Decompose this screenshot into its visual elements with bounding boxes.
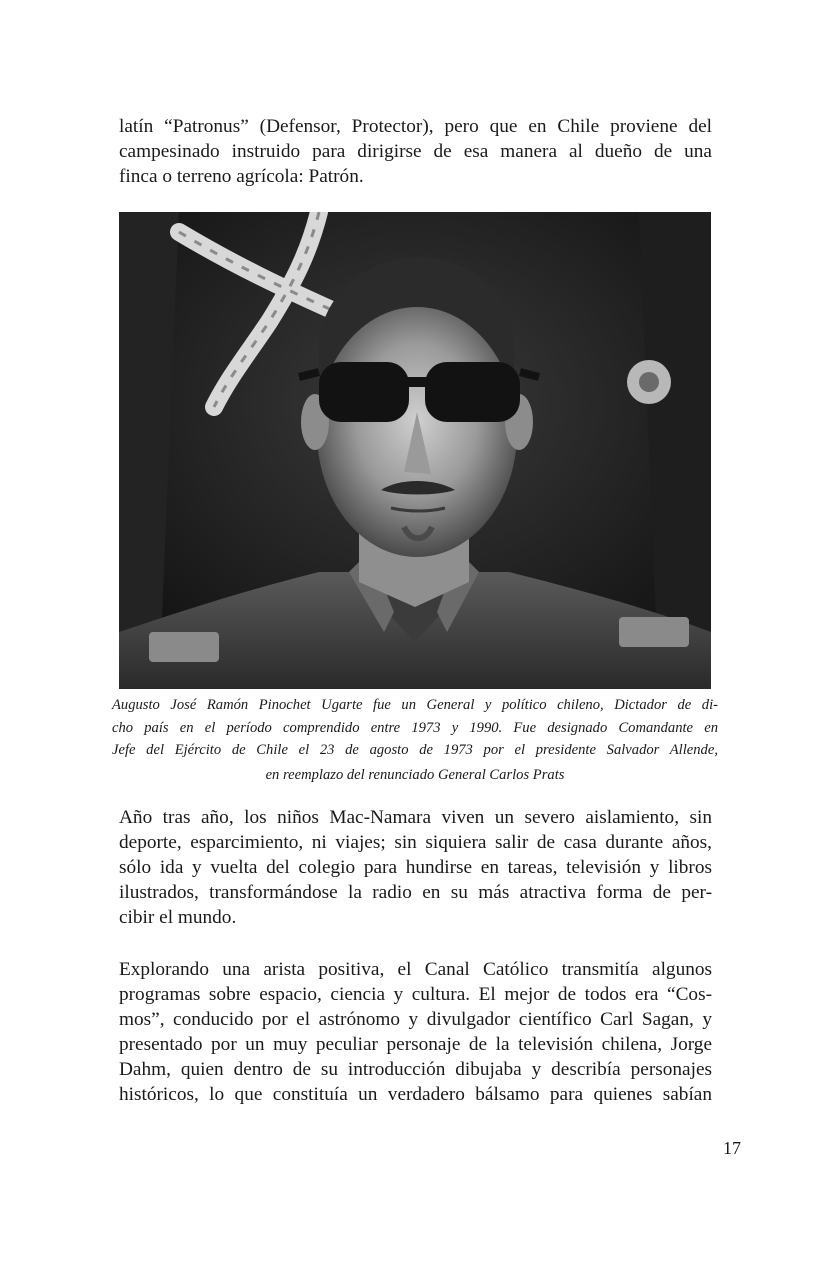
text-line: ilustrados, transformándose la radio en su más atractiva forma de per-: [119, 882, 712, 903]
paragraph-2: [119, 805, 712, 930]
caption-line: Augusto José Ramón Pinochet Ugarte fue un General y político chileno, Dictador de di-: [112, 697, 718, 713]
page-number: 17: [723, 1138, 741, 1158]
text-line: Dahm, quien dentro de su introducción dibujaba y describía personajes: [119, 1059, 712, 1080]
paragraph-1: [119, 114, 712, 189]
caption-line: cho país en el período comprendido entre 1973 y 1990. Fue designado Comandante en: [112, 719, 718, 736]
caption-line: en reemplazo del renunciado General Carlos Prats: [265, 766, 565, 783]
text-line: cibir el mundo.: [119, 907, 237, 928]
text-line: históricos, lo que constituía un verdadero bálsamo para quienes sabían: [119, 1084, 712, 1105]
caption-line: Jefe del Ejército de Chile el 23 de agosto de 1973 por el presidente Salvador Allende,: [112, 742, 718, 758]
text-line: deporte, esparcimiento, ni viajes; sin siquiera salir de casa durante años,: [119, 832, 712, 853]
photo-caption: [112, 694, 718, 786]
text-line: Explorando una arista positiva, el Canal Católico transmitía algunos: [119, 959, 712, 980]
text-line: campesinado instruido para dirigirse de esa manera al dueño de una: [119, 141, 712, 162]
text-line: sólo ida y vuelta del colegio para hundirse en tareas, televisión y libros: [119, 857, 712, 878]
portrait-photo: [119, 212, 711, 689]
portrait-photo-graphic: [119, 212, 711, 689]
paragraph-3: [119, 957, 712, 1107]
text-line: mos”, conducido por el astrónomo y divulgador científico Carl Sagan, y: [119, 1009, 712, 1030]
text-line: finca o terreno agrícola: Patrón.: [119, 166, 364, 187]
text-line: programas sobre espacio, ciencia y cultura. El mejor de todos era “Cos-: [119, 984, 712, 1005]
text-line: latín “Patronus” (Defensor, Protector), pero que en Chile proviene del: [119, 116, 712, 137]
text-line: Año tras año, los niños Mac-Namara viven un severo aislamiento, sin: [119, 807, 712, 828]
text-line: presentado por un muy peculiar personaje de la televisión chilena, Jorge: [119, 1034, 712, 1055]
